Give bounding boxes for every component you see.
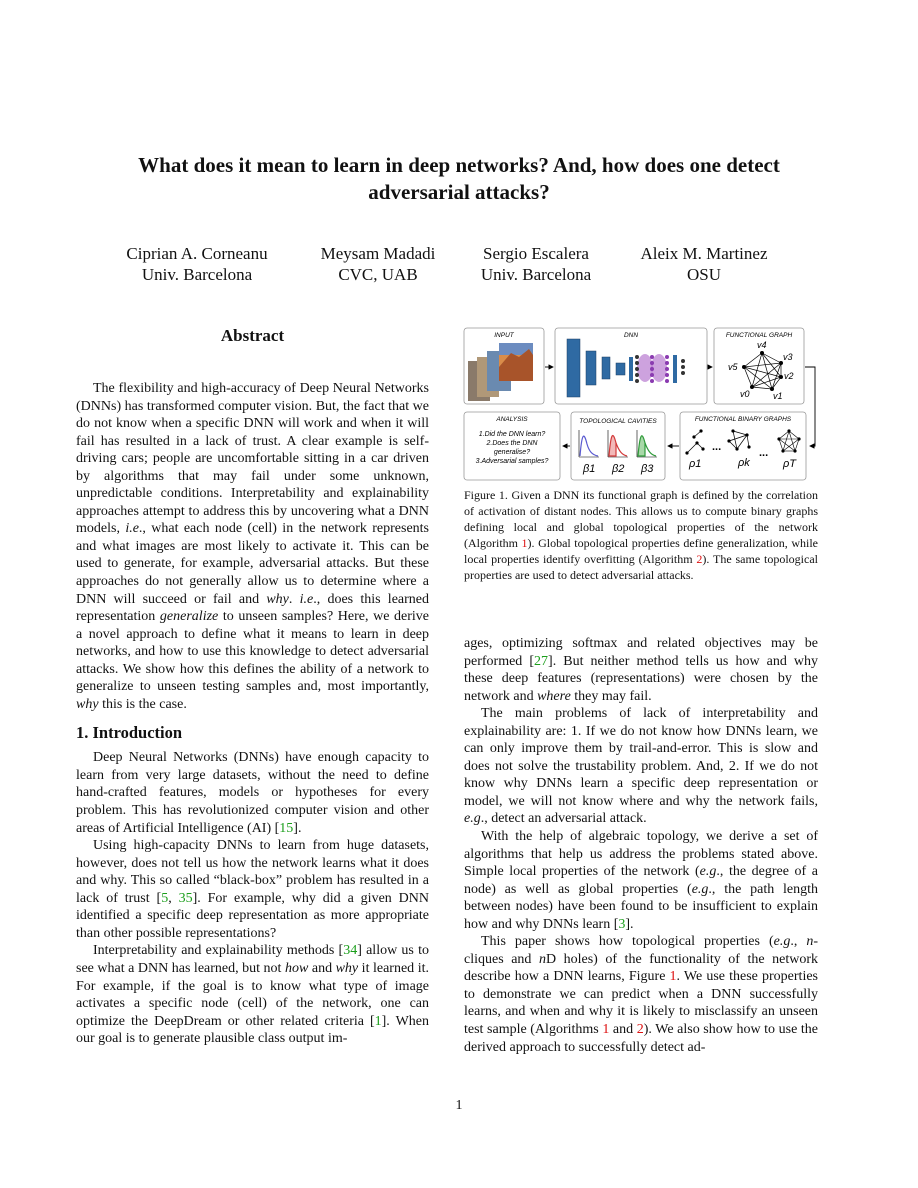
figure-caption: Figure 1. Given a DNN its functional graph is defined by the correlation of activation of distant nodes. This allows us to compute binary graphs defining local and global topological properties of the network (Algorithm 1). Global topological properties define generalization, while local properties identify overfitting (Algorithm 2). The same topological properties are used to detect adversarial attacks. — [464, 488, 819, 583]
panel-label-analysis: ANALYSIS — [496, 416, 528, 423]
algorithm-link[interactable]: 1 — [602, 1022, 610, 1038]
author-1 — [104, 243, 290, 285]
intro-paragraph-2: Using high-capacity DNNs to learn from huge datasets, however, does not tell us how the network learns what it does and why. This so called “black-box” problem has resulted in a lack of trust [5, 35]. For example, why did a given DNN identified a specific deep representation as more appropriate than other possible representations? — [76, 838, 429, 941]
algorithm-link[interactable]: 2 — [636, 1022, 644, 1038]
betti-label: β2 — [612, 463, 625, 475]
binary-graph-label: ρk — [738, 457, 750, 469]
intro-paragraph-3: Interpretability and explainability methods [34] allow us to see what a DNN has learned, but not how and why it learned it. For example, if the goal is to know what type of image activates a specific node (cell) of the network, one can optimize the DeepDream or other related criteria [1]. When our goal is to generate plausible class output im- — [76, 943, 430, 1047]
abstract-heading: Abstract — [220, 326, 285, 345]
topological-cavities-panel — [571, 412, 665, 480]
author-affiliation: Univ. Barcelona — [141, 265, 253, 284]
figure-1 — [463, 327, 818, 483]
binary-graph-label: ρT — [783, 458, 797, 470]
author-affiliation: CVC, UAB — [338, 265, 418, 284]
author-name: Ciprian A. Corneanu — [126, 244, 268, 263]
binary-graph-label: ρ1 — [689, 458, 702, 470]
citation-link[interactable]: 3 — [618, 916, 626, 932]
author-3 — [466, 243, 606, 285]
node-label: v5 — [728, 362, 738, 372]
node-label: v0 — [740, 389, 750, 399]
intro-paragraph-1: Deep Neural Networks (DNNs) have enough capacity to learn from very large datasets, without the need to define hand-crafted features, models or hypotheses for every problem. This has revolutionized computer vision and other areas of Artificial Intelligence (AI) [15]. — [76, 750, 429, 836]
citation-link[interactable]: 15 — [279, 820, 294, 836]
author-2 — [303, 243, 453, 285]
author-4 — [624, 243, 784, 285]
node-label: v4 — [757, 340, 767, 350]
betti-label: β3 — [641, 463, 654, 475]
author-affiliation: OSU — [686, 265, 721, 284]
paper-title: What does it mean to learn in deep networks? And, how does one detect adversarial attacks? — [138, 153, 780, 204]
analysis-item: 2.Does the DNN — [486, 440, 538, 447]
betti-label: β1 — [583, 463, 596, 475]
citation-link[interactable]: 5 — [161, 890, 169, 906]
node-label: v1 — [773, 391, 783, 401]
analysis-item: 3.Adversarial samples? — [475, 458, 549, 465]
panel-label-functional-graph: FUNCTIONAL GRAPH — [725, 332, 793, 339]
citation-link[interactable]: 34 — [343, 943, 358, 959]
citation-link[interactable]: 35 — [178, 890, 193, 906]
citation-link[interactable]: 1 — [374, 1013, 382, 1029]
analysis-item: generalise? — [493, 449, 531, 456]
abstract-paragraph: The flexibility and high-accuracy of Deep Neural Networks (DNNs) has transformed computer vision. But, the fact that we do not know when a specific DNN will work and when it will fail has resulted in a lack of trust. A clear example is self-driving cars; people are uncomfortable sitting in a car driven by algorithms that may fail under some unknown, unpredictable conditions. Interpretability and explainability approaches attempt to address this by uncovering what a DNN models, i.e., what each node (cell) in the network represents and what images are most likely to activate it. This can be used to generate, for example, adversarial attacks. But these approaches do not generally allow us to determine where a DNN will succeed or fail and why. i.e., does this learned representation generalize to unseen samples? Here, we derive a novel approach to define what it means to learn in deep networks, and how to use this knowledge to detect adversarial attacks. We show how this defines the ability of a network to generalize to unseen testing samples and, most importantly, why this is the case. — [76, 381, 430, 712]
node-label: v3 — [783, 352, 793, 362]
author-name: Aleix M. Martinez — [640, 244, 768, 263]
left-column — [76, 380, 429, 1048]
author-affiliation: Univ. Barcelona — [480, 265, 592, 284]
figure-link[interactable]: 1 — [669, 969, 677, 985]
intro-paragraph-6: This paper shows how topological properties (e.g., n-cliques and nD holes) of the functionality of the network describe how a DNN learns, Figure 1. We use these properties to demonstrate we can predict when a DNN successfully learns, and when and why it is likely to misclassify an unseen test sample (Algorithms 1 and 2). We also show how to use the derived approach to successfully detect ad- — [464, 934, 818, 1055]
section-heading-introduction: 1. Introduction — [76, 723, 183, 743]
author-name: Meysam Madadi — [320, 244, 436, 263]
input-panel — [464, 328, 544, 404]
functional-binary-graphs-panel — [680, 412, 806, 480]
intro-paragraph-5: With the help of algebraic topology, we derive a set of algorithms that help us address the problems stated above. Simple local properties of the network (e.g., the degree of a node) as well as global properties (e.g., the path length between nodes) have been found to be insufficient to explain how and why DNNs learn [3]. — [464, 829, 818, 932]
algorithm-link[interactable]: 2 — [696, 552, 703, 567]
citation-link[interactable]: 27 — [534, 653, 549, 669]
right-column — [464, 635, 818, 1056]
node-label: v2 — [784, 371, 794, 381]
dnn-panel — [555, 328, 707, 404]
analysis-item: 1.Did the DNN learn? — [478, 431, 546, 438]
flow-arrow — [805, 367, 815, 446]
intro-paragraph-4: The main problems of lack of interpretability and explainability are: 1. If we do not know how DNNs learn, we can only improve them by trail-and-error. This is slow and does not solve the trustability problem. And, 2. If we do not know why DNNs learn a specific deep representation or model, we will not know where and why the network fails, e.g., detect an adversarial attack. — [464, 706, 818, 827]
panel-label-input: INPUT — [494, 332, 514, 339]
ellipsis: ... — [759, 447, 769, 459]
panel-label-functional-binary-graphs: FUNCTIONAL BINARY GRAPHS — [694, 416, 792, 423]
author-name: Sergio Escalera — [483, 244, 589, 263]
functional-graph-panel — [714, 328, 804, 404]
page-number: 1 — [455, 1098, 463, 1113]
panel-label-dnn: DNN — [623, 332, 639, 339]
ellipsis: ... — [712, 441, 722, 453]
intro-paragraph-continued: ages, optimizing softmax and related objectives may be performed [27]. But neither method tells us how and why these deep features (representations) were chosen by the network and where they may fail. — [464, 636, 818, 704]
panel-label-topological-cavities: TOPOLOGICAL CAVITIES — [579, 418, 657, 425]
analysis-panel — [464, 412, 560, 480]
algorithm-link[interactable]: 1 — [521, 536, 528, 551]
